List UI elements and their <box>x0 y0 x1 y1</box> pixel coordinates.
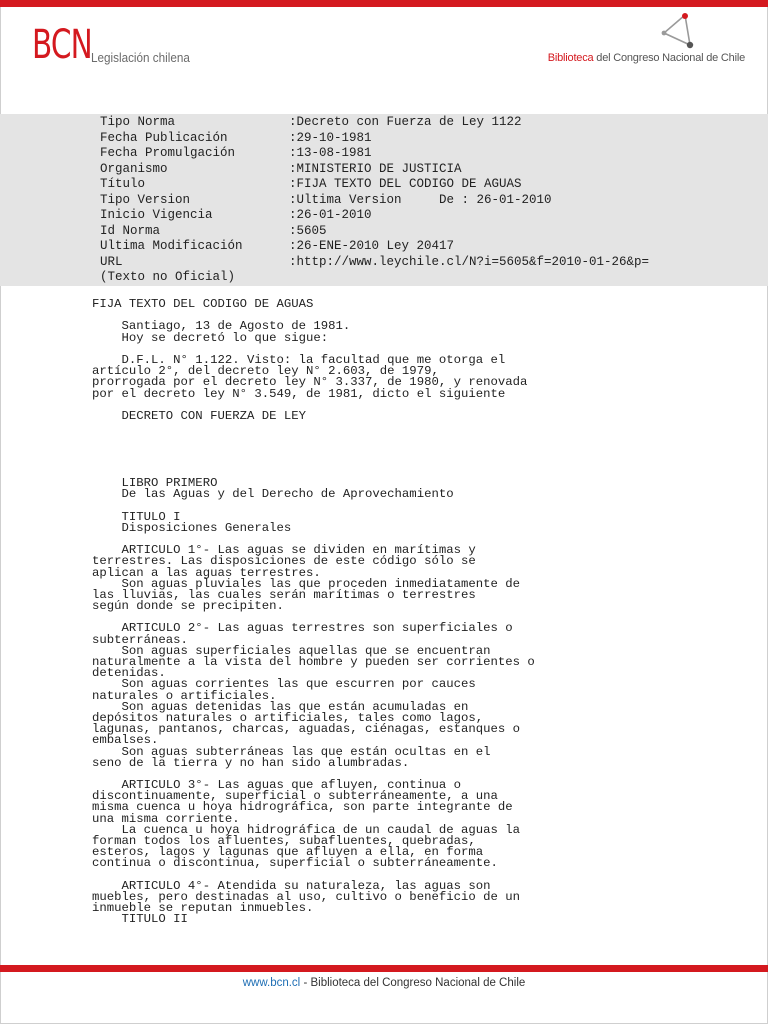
footer-text: - Biblioteca del Congreso Nacional de Chile <box>300 977 526 989</box>
document-line: según donde se precipiten. <box>92 599 284 614</box>
document-line: esteros, lagos y lagunas que afluyen a ella, en forma <box>92 845 484 860</box>
document-line <box>92 456 562 467</box>
metadata-label: URL <box>100 254 123 269</box>
document-line: embalses. <box>92 733 159 748</box>
document-line: Hoy se decretó lo que sigue: <box>92 330 329 345</box>
document-line: naturales o artificiales. <box>92 688 277 703</box>
institution-logo-text: del Congreso Nacional de Chile <box>593 52 745 64</box>
metadata-value: :26-01-2010 <box>289 208 372 222</box>
document-line: LIBRO PRIMERO <box>92 476 218 490</box>
document-line: una misma corriente. <box>92 811 240 826</box>
metadata-label: Tipo Norma <box>100 115 176 129</box>
document-line: Son aguas corrientes las que escurren por cauces <box>92 677 476 692</box>
document-line: De las Aguas y del Derecho de Aprovechamiento <box>92 487 454 502</box>
document-line: DECRETO CON FUERZA DE LEY <box>92 408 307 423</box>
metadata-value: :Decreto con Fuerza de Ley 1122 <box>289 115 522 129</box>
document-line: forman todos los afluentes, subafluentes, quebradas, <box>92 834 476 848</box>
document-line <box>92 433 562 444</box>
metadata-value: :13-08-1981 <box>289 146 372 160</box>
metadata-value: :MINISTERIO DE JUSTICIA <box>289 161 462 176</box>
document-line: D.F.L. N° 1.122. Visto: la facultad que me otorga el <box>92 352 506 367</box>
document-line: artículo 2°, del decreto ley N° 2.603, de 1979, <box>92 364 439 379</box>
institution-logo-accent: Biblioteca <box>547 52 594 64</box>
document-line <box>92 422 562 433</box>
bcn-logo-subtitle: Legislación chilena <box>91 50 190 65</box>
document-line: naturalmente a la vista del hombre y pueden ser corrientes o <box>92 655 535 669</box>
document-line: Son aguas superficiales aquellas que se encuentran <box>92 643 491 658</box>
document-line: ARTICULO 1°- Las aguas se dividen en marítimas y <box>92 543 476 558</box>
metadata-value: :FIJA TEXTO DEL CODIGO DE AGUAS <box>289 177 522 191</box>
metadata-label: Tipo Version <box>100 192 191 207</box>
document-line: ARTICULO 4°- Atendida su naturaleza, las aguas son <box>92 878 491 893</box>
document-line: lagunas, pantanos, charcas, aguadas, ciénagas, estanques o <box>92 722 521 737</box>
metadata-label: Título <box>100 177 146 191</box>
metadata-label: Fecha Promulgación <box>100 146 236 160</box>
document-line: ARTICULO 3°- Las aguas que afluyen, continua o <box>92 778 461 793</box>
metadata-url-link[interactable]: :http://www.leychile.cl/N?i=5605&f=2010-01-26&p= <box>289 254 650 269</box>
document-line: La cuenca u hoya hidrográfica de un caudal de aguas la <box>92 822 521 837</box>
triangle-network-icon <box>650 12 696 52</box>
document-line: prorrogada por el decreto ley N° 3.337, de 1980, y renovada <box>92 375 528 390</box>
metadata-label: Ultima Modificación <box>100 239 243 253</box>
metadata-value: :29-10-1981 <box>289 130 372 145</box>
document-line: Son aguas subterráneas las que están ocultas en el <box>92 744 491 759</box>
footer <box>0 977 768 989</box>
document-line: Santiago, 13 de Agosto de 1981. <box>92 319 351 334</box>
document-line: terrestres. Las disposiciones de este código sólo se <box>92 554 476 569</box>
document-line: FIJA TEXTO DEL CODIGO DE AGUAS <box>92 297 314 311</box>
document-line: depósitos naturales o artificiales, tales como lagos, <box>92 710 484 725</box>
institution-logo[interactable] <box>548 52 745 64</box>
document-line: Disposiciones Generales <box>92 520 292 535</box>
metadata-label: Id Norma <box>100 223 161 238</box>
metadata-value: :26-ENE-2010 Ley 20417 <box>289 239 455 253</box>
metadata-label: Organismo <box>100 161 168 176</box>
document-line: ARTICULO 2°- Las aguas terrestres son superficiales o <box>92 621 513 636</box>
document-line <box>92 444 562 455</box>
document-line: por el decreto ley N° 3.549, de 1981, dicto el siguiente <box>92 386 506 401</box>
document-line: muebles, pero destinadas al uso, cultivo o beneficio de un <box>92 889 521 904</box>
bcn-logo[interactable]: BCN <box>32 22 92 68</box>
footer-red-rule <box>0 965 768 972</box>
document-line: discontinuamente, superficial o subterráneamente, a una <box>92 789 498 804</box>
metadata-value: :5605 <box>289 223 327 238</box>
document-body <box>92 299 562 926</box>
document-line: aplican a las aguas terrestres. <box>92 565 321 580</box>
document-line: inmueble se reputan inmuebles. <box>92 901 314 916</box>
document-line: continua o discontinua, superficial o subterráneamente. <box>92 856 498 871</box>
document-line: detenidas. <box>92 666 166 681</box>
document-line: TITULO I <box>92 509 181 524</box>
document-line: seno de la tierra y no han sido alumbradas. <box>92 755 410 770</box>
top-red-rule <box>0 0 768 7</box>
document-line: Son aguas pluviales las que proceden inmediatamente de <box>92 576 521 591</box>
metadata-label: Fecha Publicación <box>100 130 228 145</box>
document-line: subterráneas. <box>92 632 188 647</box>
metadata-label: (Texto no Oficial) <box>100 270 236 284</box>
footer-link[interactable]: www.bcn.cl <box>242 977 301 989</box>
document-line: misma cuenca u hoya hidrográfica, son parte integrante de <box>92 800 513 815</box>
document-line: TITULO II <box>92 912 188 927</box>
document-line: las lluvias, las cuales serán marítimas o terrestres <box>92 587 476 602</box>
metadata-label: Inicio Vigencia <box>100 208 213 222</box>
document-line: Son aguas detenidas las que están acumuladas en <box>92 699 469 714</box>
metadata-value: :Ultima Version De : 26-01-2010 <box>289 192 552 207</box>
